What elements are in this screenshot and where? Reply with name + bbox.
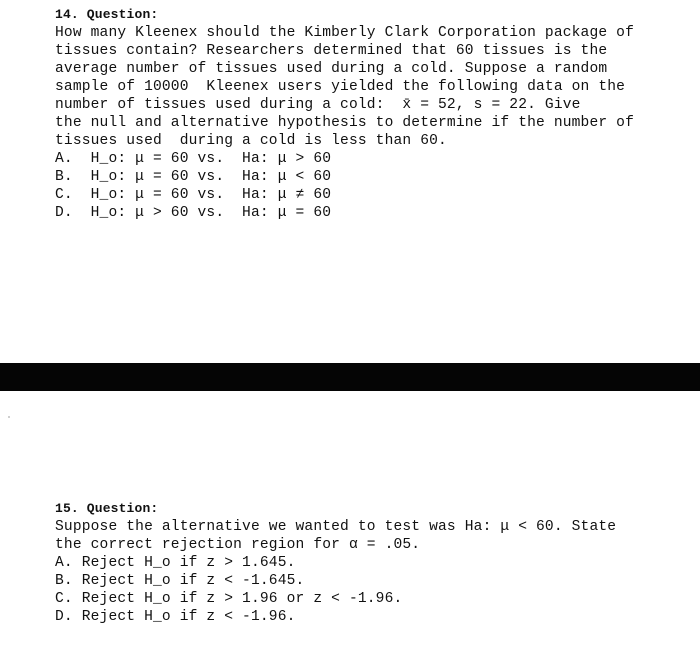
- question-14-line-6: the null and alternative hypothesis to determine if the number of: [55, 115, 634, 131]
- question-15-option-a: A. Reject H_o if z > 1.645.: [55, 555, 296, 571]
- question-14-line-4: sample of 10000 Kleenex users yielded the following data on the: [55, 79, 626, 95]
- question-15-option-b: B. Reject H_o if z < -1.645.: [55, 573, 305, 589]
- question-14-option-a: A. H_o: μ = 60 vs. Ha: μ > 60: [55, 151, 332, 167]
- black-divider-band: [0, 363, 700, 391]
- question-14-line-1: How many Kleenex should the Kimberly Clark Corporation package of: [55, 25, 634, 41]
- question-14-line-7: tissues used during a cold is less than 60.: [55, 133, 447, 149]
- question-15-line-2: the correct rejection region for α = .05.: [55, 537, 421, 553]
- question-15-option-d: D. Reject H_o if z < -1.96.: [55, 609, 296, 625]
- question-14-line-3: average number of tissues used during a cold. Suppose a random: [55, 61, 608, 77]
- question-14-option-b: B. H_o: μ = 60 vs. Ha: μ < 60: [55, 169, 332, 185]
- question-14-option-d: D. H_o: μ > 60 vs. Ha: μ = 60: [55, 205, 332, 221]
- question-14-title: 14. Question:: [55, 7, 159, 22]
- question-15-option-c: C. Reject H_o if z > 1.96 or z < -1.96.: [55, 591, 403, 607]
- question-15-line-1: Suppose the alternative we wanted to test was Ha: μ < 60. State: [55, 519, 617, 535]
- question-14-option-c: C. H_o: μ = 60 vs. Ha: μ ≠ 60: [55, 187, 332, 203]
- question-14-line-2: tissues contain? Researchers determined that 60 tissues is the: [55, 43, 608, 59]
- scan-speck: [8, 416, 10, 418]
- question-15-title: 15. Question:: [55, 501, 159, 516]
- question-14-line-5: number of tissues used during a cold: x̄ = 52, s = 22. Give: [55, 97, 581, 113]
- question-15: [55, 500, 616, 626]
- question-14: [55, 6, 634, 222]
